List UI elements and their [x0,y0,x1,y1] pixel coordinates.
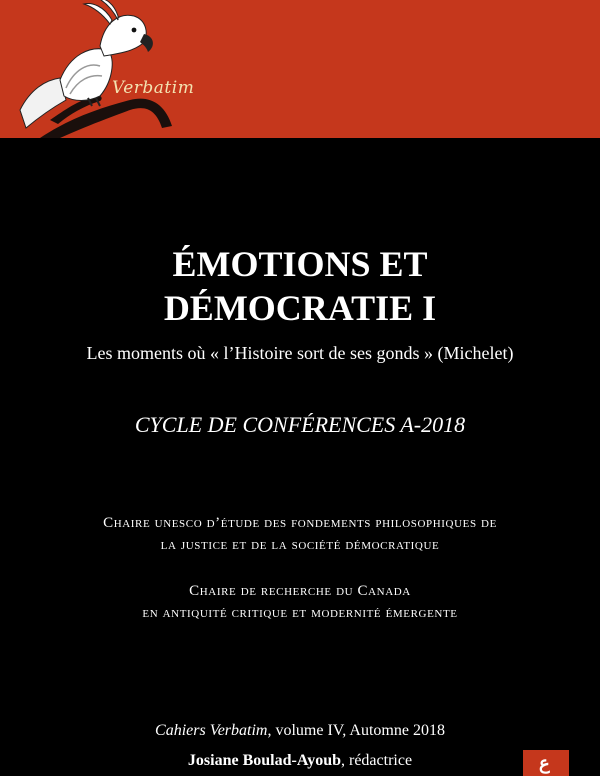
chair-canada-line-1: Chaire de recherche du Canada [189,583,411,599]
cockatoo-illustration-icon [0,0,240,138]
issue-info [0,722,600,740]
publisher-logo-icon [523,750,569,776]
title-line-2: DÉMOCRATIE I [163,288,437,328]
series-logo-text: Verbatim [112,78,195,98]
editor-role: , rédactrice [341,752,413,769]
chair-unesco [0,512,600,556]
publisher-logo-glyph: ع [539,753,550,774]
chair-unesco-line-1: Chaire unesco d’étude des fondements philosophiques de [103,515,497,531]
cover-subtitle: Les moments où « l’Histoire sort de ses gonds » (Michelet) [86,343,514,363]
issue-series-name: Verbatim [209,722,268,739]
cover-title [0,242,600,330]
chair-unesco-line-2: la justice et de la société démocratique [160,537,440,553]
top-band [0,0,600,138]
chair-canada-line-2: en antiquité critique et modernité émergente [142,605,458,621]
issue-details: , volume IV, Automne 2018 [267,722,445,739]
title-line-1: ÉMOTIONS ET [172,244,428,284]
lecture-cycle-label: CYCLE DE CONFÉRENCES A-2018 [134,412,466,437]
issue-series-prefix: Cahiers [155,722,206,739]
chair-canada [0,580,600,624]
editor-name: Josiane Boulad-Ayoub [187,752,341,769]
editor-info [0,752,600,770]
